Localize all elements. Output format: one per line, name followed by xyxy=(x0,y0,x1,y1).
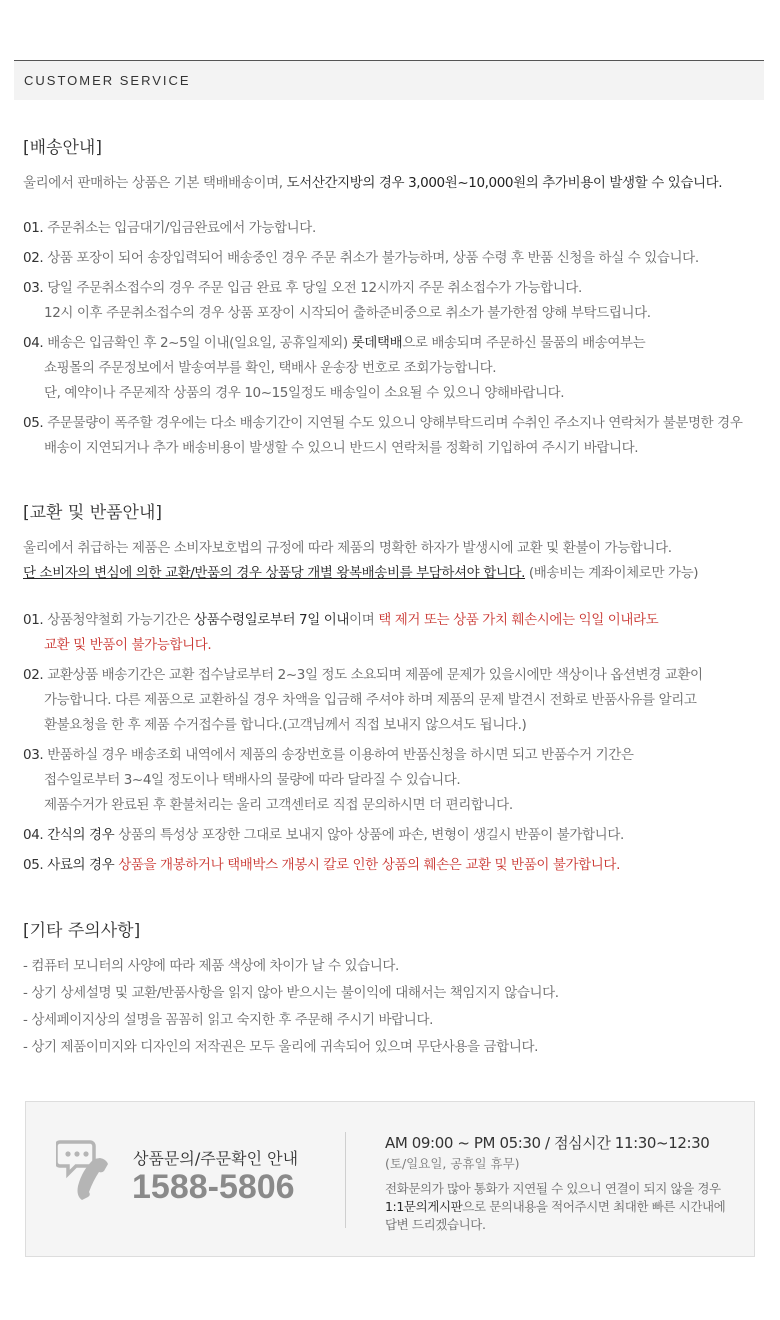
exchange-item-01: 01. 상품청약철회 가능기간은 상품수령일로부터 7일 이내이며 택 제거 또는 상품 가치 훼손시에는 익일 이내라도 xyxy=(23,612,659,628)
contact-label: 상품문의/주문확인 안내 xyxy=(133,1149,299,1168)
exchange-item-05: 05. 사료의 경우 상품을 개봉하거나 택배박스 개봉시 칼로 인한 상품의 훼손은 교환 및 반품이 불가합니다. xyxy=(23,857,620,873)
contact-note-1: 전화문의가 많아 통화가 지연될 수 있으니 연결이 되지 않을 경우 xyxy=(385,1181,721,1196)
exchange-intro-1: 울리에서 취급하는 제품은 소비자보호법의 규정에 따라 제품의 명확한 하자가 발생시에 교환 및 환불이 가능합니다. xyxy=(23,540,672,556)
shipping-item-03: 03. 당일 주문취소접수의 경우 주문 입금 완료 후 당일 오전 12시까지 주문 취소접수가 가능합니다. xyxy=(23,280,582,296)
contact-note-3: 답변 드리겠습니다. xyxy=(385,1217,486,1232)
shipping-intro: 울리에서 판매하는 상품은 기본 택배배송이며, 도서산간지방의 경우 3,000원~10,000원의 추가비용이 발생할 수 있습니다. xyxy=(23,175,723,191)
shipping-item-04-line3: 단, 예약이나 주문제작 상품의 경우 10~15일정도 배송일이 소요될 수 있으니 양해바랍니다. xyxy=(44,385,565,401)
contact-closed-days: (토/일요일, 공휴일 휴무) xyxy=(385,1156,520,1171)
contact-divider xyxy=(345,1132,346,1228)
shipping-item-05: 05. 주문물량이 폭주할 경우에는 다소 배송기간이 지연될 수도 있으니 양해부탁드리며 수취인 주소지나 연락처가 불분명한 경우 xyxy=(23,415,743,431)
notes-item: - 상기 제품이미지와 디자인의 저작권은 모두 울리에 귀속되어 있으며 무단사용을 금합니다. xyxy=(23,1039,538,1055)
shipping-item-02: 02. 상품 포장이 되어 송장입력되어 배송중인 경우 주문 취소가 불가능하며, 상품 수령 후 반품 신청을 하실 수 있습니다. xyxy=(23,250,699,266)
shipping-item-05-line2: 배송이 지연되거나 추가 배송비용이 발생할 수 있으니 반드시 연락처를 정확히 기입하여 주시기 바랍니다. xyxy=(44,440,639,456)
notes-title: [기타 주의사항] xyxy=(23,921,141,941)
exchange-item-03: 03. 반품하실 경우 배송조회 내역에서 제품의 송장번호를 이용하여 반품신청을 하시면 되고 반품수거 기간은 xyxy=(23,747,634,763)
shipping-item-04: 04. 배송은 입금확인 후 2~5일 이내(일요일, 공휴일제외) 롯데택배으로 배송되며 주문하신 물품의 배송여부는 xyxy=(23,335,646,351)
exchange-item-04: 04. 간식의 경우 상품의 특성상 포장한 그대로 보내지 않아 상품에 파손, 변형이 생길시 반품이 불가합니다. xyxy=(23,827,624,843)
exchange-item-02-line2: 가능합니다. 다른 제품으로 교환하실 경우 차액을 입금해 주셔야 하며 제품의 문제 발견시 전화로 반품사유를 알리고 xyxy=(44,692,697,708)
customer-service-header xyxy=(14,60,764,100)
phone-chat-icon xyxy=(56,1138,118,1212)
notes-item: - 컴퓨터 모니터의 사양에 따라 제품 색상에 차이가 날 수 있습니다. xyxy=(23,958,399,974)
contact-box xyxy=(25,1101,755,1257)
shipping-item-04-line2: 쇼핑몰의 주문정보에서 발송여부를 확인, 택배사 운송장 번호로 조회가능합니다. xyxy=(44,360,497,376)
exchange-intro-2: 단 소비자의 변심에 의한 교환/반품의 경우 상품당 개별 왕복배송비를 부담하셔야 합니다. (배송비는 계좌이체로만 가능) xyxy=(23,565,699,581)
exchange-item-02-line3: 환불요청을 한 후 제품 수거접수를 합니다.(고객님께서 직접 보내지 않으셔도 됩니다.) xyxy=(44,717,527,733)
exchange-item-01-line2: 교환 및 반품이 불가능합니다. xyxy=(44,637,212,653)
header-title: CUSTOMER SERVICE xyxy=(24,73,191,88)
qna-board-link[interactable]: 1:1문의게시판 xyxy=(385,1199,463,1214)
exchange-item-03-line2: 접수일로부터 3~4일 정도이나 택배사의 물량에 따라 달라질 수 있습니다. xyxy=(44,772,461,788)
notes-item: - 상기 상세설명 및 교환/반품사항을 읽지 않아 받으시는 불이익에 대해서는 책임지지 않습니다. xyxy=(23,985,559,1001)
shipping-title: [배송안내] xyxy=(23,138,102,158)
exchange-title: [교환 및 반품안내] xyxy=(23,503,163,523)
exchange-item-02: 02. 교환상품 배송기간은 교환 접수날로부터 2~3일 정도 소요되며 제품에 문제가 있을시에만 색상이나 옵션변경 교환이 xyxy=(23,667,703,683)
shipping-item-01: 01. 주문취소는 입금대기/입금완료에서 가능합니다. xyxy=(23,220,316,236)
contact-phone-number: 1588-5806 xyxy=(132,1168,295,1206)
contact-hours: AM 09:00 ~ PM 05:30 / 점심시간 11:30~12:30 xyxy=(385,1134,710,1152)
notes-item: - 상세페이지상의 설명을 꼼꼼히 읽고 숙지한 후 주문해 주시기 바랍니다. xyxy=(23,1012,433,1028)
shipping-item-03-line2: 12시 이후 주문취소접수의 경우 상품 포장이 시작되어 출하준비중으로 취소가 불가한점 양해 부탁드립니다. xyxy=(44,305,651,321)
contact-note-2: 1:1문의게시판으로 문의내용을 적어주시면 최대한 빠른 시간내에 xyxy=(385,1199,726,1214)
exchange-item-03-line3: 제품수거가 완료된 후 환불처리는 울리 고객센터로 직접 문의하시면 더 편리합니다. xyxy=(44,797,513,813)
